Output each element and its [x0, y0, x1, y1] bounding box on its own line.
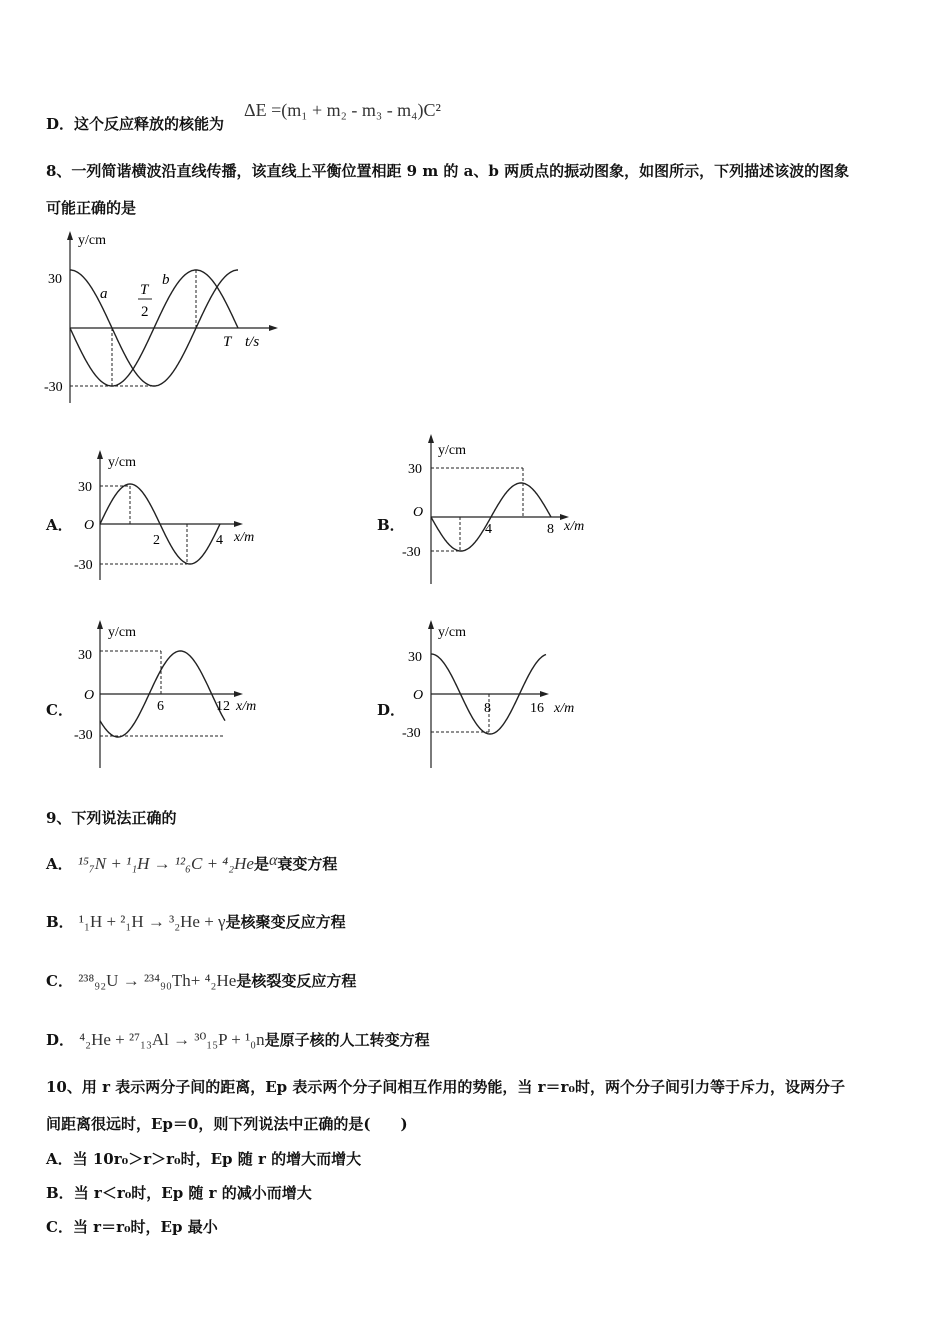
q8-stem-line2: 可能正确的是	[46, 199, 137, 217]
q8-vibration-graph	[40, 228, 280, 408]
reaction-formula: ²³⁸₉₂U → ²³⁴₉₀Th+ ⁴₂He	[78, 971, 237, 990]
alpha-symbol: α	[268, 852, 278, 869]
origin-label: O	[84, 688, 95, 703]
origin-label: O	[84, 518, 95, 533]
q7-energy-formula: ΔE =(m₁ + m₂ - m₃ - m₄)C²	[244, 100, 441, 120]
option-text: 当 10r₀＞r＞r₀时，Ep 随 r 的增大而增大	[72, 1150, 362, 1168]
xlabel: x/m	[234, 530, 255, 545]
half-t-numerator: T	[140, 282, 149, 298]
q10-stem-line2: 间距离很远时，Ep＝0，则下列说法中正确的是( )	[46, 1115, 408, 1133]
y-axis-arrow	[97, 620, 103, 629]
option-desc: 是核聚变反应方程	[225, 913, 346, 931]
tick-2: 16	[530, 701, 544, 716]
tick-2: 12	[216, 699, 230, 714]
curve-b-label: b	[162, 272, 170, 288]
xlabel: t/s	[245, 334, 260, 350]
q8-option-d-graph	[398, 618, 608, 773]
x-axis-arrow	[234, 521, 243, 527]
y-neg-label: -30	[74, 558, 93, 573]
ylabel: y/cm	[108, 455, 136, 470]
y-neg-label: -30	[402, 545, 421, 560]
q9-stem: 9、下列说法正确的	[46, 809, 177, 827]
q8-option-c-graph	[62, 618, 282, 773]
option-text: 当 r＝r₀时，Ep 最小	[72, 1218, 218, 1236]
tick-2: 4	[216, 533, 223, 548]
q8-option-b-label: B．	[377, 516, 405, 534]
y-pos-label: 30	[408, 462, 422, 477]
origin-label: O	[413, 505, 424, 520]
ylabel: y/cm	[78, 233, 106, 248]
tick-1: 2	[153, 533, 160, 548]
q9-option-d	[46, 1030, 430, 1050]
tick-1: 4	[485, 522, 492, 537]
option-text: 当 r＜r₀时，Ep 随 r 的减小而增大	[73, 1184, 312, 1202]
y-axis-arrow	[67, 231, 73, 240]
origin-label: O	[413, 688, 424, 703]
option-label: B．	[46, 913, 74, 931]
y-pos-label: 30	[78, 480, 92, 495]
y-axis-arrow	[97, 450, 103, 459]
t-label: T	[223, 334, 232, 350]
q8-option-b-graph	[398, 432, 608, 592]
tick-1: 6	[157, 699, 164, 714]
option-label: D．	[46, 1031, 75, 1049]
reaction-formula: ¹⁵₇N + ¹₁H → ¹²₆C + ⁴₂He	[77, 854, 254, 873]
option-label: B．	[46, 1184, 74, 1202]
q8-option-d-label: D．	[377, 701, 406, 719]
option-label: A．	[46, 855, 73, 873]
y-neg-label: -30	[402, 726, 421, 741]
q10-option-a	[46, 1149, 361, 1169]
x-axis-arrow	[540, 691, 549, 697]
q9-option-c	[46, 971, 356, 991]
q7-option-d	[46, 114, 224, 134]
tick-2: 8	[547, 522, 554, 537]
q9-option-a	[46, 854, 337, 875]
q9-option-b	[46, 912, 346, 932]
q10-option-b	[46, 1183, 312, 1203]
ylabel: y/cm	[438, 625, 466, 640]
q8-option-a-label: A．	[46, 516, 73, 534]
y-pos-label: 30	[48, 272, 62, 287]
y-neg-label: -30	[74, 728, 93, 743]
x-axis-arrow	[234, 691, 243, 697]
option-text: 这个反应释放的核能为	[74, 115, 225, 133]
reaction-formula: ⁴₂He + ²⁷₁₃Al → ³⁰₁₅P + ¹₀n	[79, 1030, 265, 1049]
desc-post: 衰变方程	[277, 855, 338, 873]
option-desc: 是原子核的人工转变方程	[264, 1031, 430, 1049]
option-label: A．	[46, 1150, 73, 1168]
tick-1: 8	[484, 701, 491, 716]
xlabel: x/m	[236, 699, 257, 714]
desc-pre: 是	[253, 855, 269, 873]
xlabel: x/m	[554, 701, 575, 716]
half-t-denominator: 2	[141, 304, 149, 320]
xlabel: x/m	[564, 519, 585, 534]
q10-option-c	[46, 1217, 218, 1237]
option-label: C．	[46, 1218, 73, 1236]
x-axis-arrow	[269, 325, 278, 331]
y-neg-label: -30	[44, 380, 63, 395]
option-label: C．	[46, 972, 73, 990]
option-desc: 是核裂变反应方程	[236, 972, 357, 990]
curve-a-label: a	[100, 286, 108, 302]
ylabel: y/cm	[108, 625, 136, 640]
q8-option-c-label: C．	[46, 701, 73, 719]
y-axis-arrow	[428, 620, 434, 629]
q8-stem-line1: 8、一列简谐横波沿直线传播，该直线上平衡位置相距 9 m 的 a、b 两质点的振动图象，如图所示，下列描述该波的图象	[46, 162, 850, 180]
y-pos-label: 30	[78, 648, 92, 663]
q10-stem-line1: 10、用 r 表示两分子间的距离，Ep 表示两个分子间相互作用的势能，当 r＝r₀时，两个分子间引力等于斥力，设两分子	[46, 1078, 845, 1096]
option-label: D．	[46, 115, 75, 133]
ylabel: y/cm	[438, 443, 466, 458]
y-axis-arrow	[428, 434, 434, 443]
y-pos-label: 30	[408, 650, 422, 665]
reaction-formula: ¹₁H + ²₁H → ³₂He + γ	[78, 912, 226, 931]
q8-option-a-graph	[62, 448, 272, 588]
